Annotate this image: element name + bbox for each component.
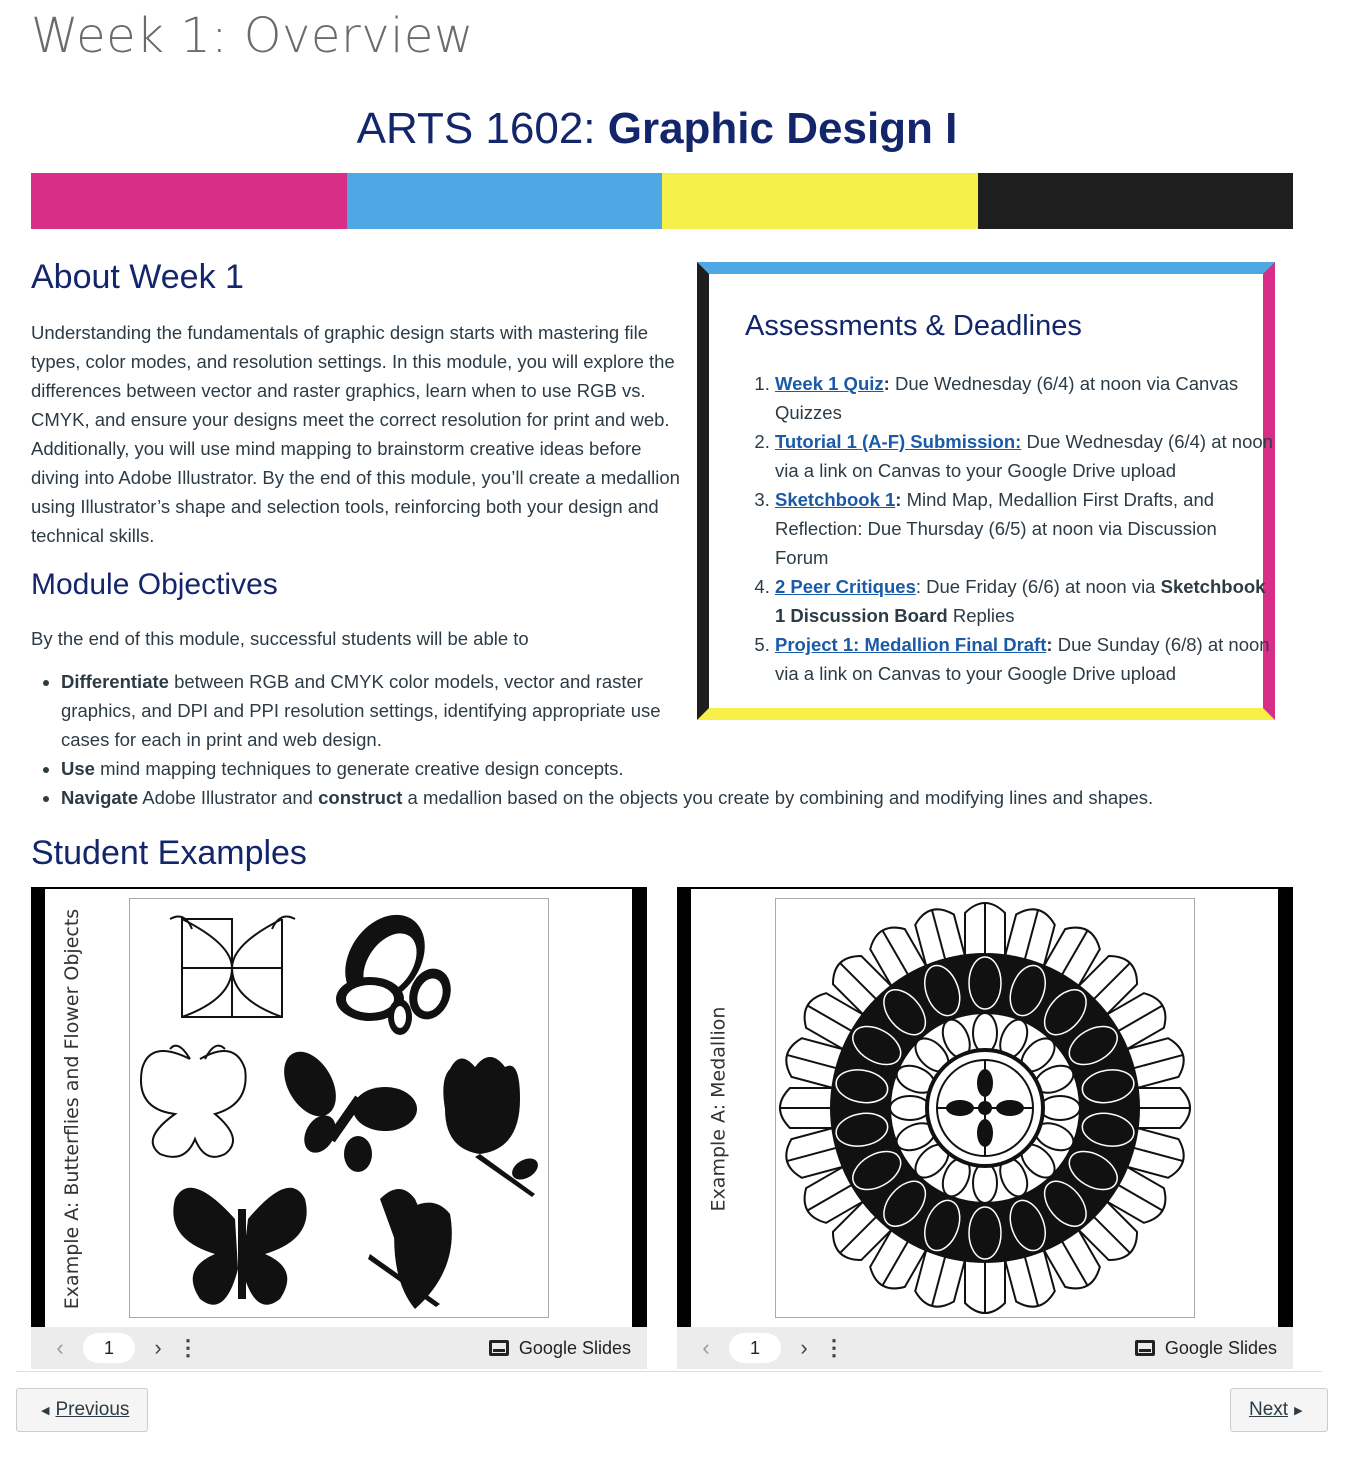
objective-item	[61, 667, 681, 754]
page-number-input[interactable]: 1	[729, 1333, 781, 1363]
caret-left-icon: ◀	[41, 1404, 50, 1417]
footer-divider	[16, 1371, 1322, 1372]
prev-slide-button[interactable]: ‹	[56, 1335, 64, 1360]
more-options-button[interactable]: ⋮	[177, 1335, 199, 1360]
assessment-item	[775, 427, 1275, 485]
assessments-heading: Assessments & Deadlines	[745, 310, 1082, 342]
course-name: Graphic Design I	[607, 104, 958, 153]
objective-verb: construct	[318, 787, 403, 808]
cyan-swatch	[347, 173, 663, 229]
google-slides-label: Google Slides	[518, 1337, 631, 1358]
assessment-item	[775, 485, 1275, 572]
objective-item	[61, 783, 1261, 812]
more-options-button[interactable]: ⋮	[823, 1335, 845, 1360]
slides-embed-butterflies[interactable]	[31, 887, 647, 1369]
next-link[interactable]: Next	[1249, 1399, 1289, 1420]
black-swatch	[978, 173, 1294, 229]
page-number-input[interactable]: 1	[83, 1333, 135, 1363]
slide-label-text: Example A: Butterflies and Flower Objects	[61, 908, 83, 1310]
medallion-illustration	[776, 899, 1194, 1317]
yellow-swatch	[662, 173, 978, 229]
about-heading: About Week 1	[31, 258, 244, 296]
butterflies-artwork	[129, 898, 549, 1318]
next-slide-button[interactable]: ›	[154, 1335, 162, 1360]
google-slides-link[interactable]	[1135, 1338, 1277, 1359]
discussion-board-name: Sketchbook 1 Discussion Board	[775, 576, 1266, 626]
examples-heading: Student Examples	[31, 834, 307, 872]
objective-item	[61, 754, 1261, 783]
slide-canvas	[691, 889, 1278, 1327]
caret-right-icon: ▶	[1294, 1404, 1303, 1417]
objective-verb: Differentiate	[61, 671, 169, 692]
about-text: Understanding the fundamentals of graphic design starts with mastering file types, color modes, and resolution settings. In this module, you will explore the differences between vector and raster graphics, learn when to use RGB vs. CMYK, and ensure your designs meet the correct resolution for print and web. Additionally, you will use mind mapping to brainstorm creative ideas before diving into Adobe Illustrator. By the end of this module, you’ll create a medallion using Illustrator’s shape and selection tools, reinforcing both your design and technical skills.	[31, 322, 680, 546]
slides-icon	[1135, 1340, 1155, 1356]
objective-text: Adobe Illustrator and	[138, 787, 319, 808]
assessment-text: Replies	[947, 605, 1015, 626]
cmyk-color-bar	[31, 173, 1293, 229]
assessment-item	[775, 369, 1275, 427]
course-banner-title	[0, 104, 1314, 154]
objective-text: between RGB and CMYK color models, vector and raster graphics, and DPI and PPI resolution settings, identifying appropriate use cases for each in print and web design.	[61, 671, 661, 750]
assessment-text: Due Wednesday (6/4) at noon via a link on Canvas to your Google Drive upload	[775, 431, 1273, 481]
separator: :	[883, 373, 890, 394]
next-button[interactable]	[1230, 1388, 1328, 1432]
course-code: ARTS 1602:	[356, 104, 608, 153]
slide-label-text: Example A: Medallion	[707, 1006, 729, 1212]
slide-frame	[31, 887, 647, 1327]
objective-verb: Navigate	[61, 787, 139, 808]
medallion-artwork	[775, 898, 1195, 1318]
slides-controls	[31, 1327, 647, 1369]
peer-critiques-link[interactable]: 2 Peer Critiques	[775, 576, 916, 597]
previous-button[interactable]	[16, 1388, 148, 1432]
previous-link[interactable]: Previous	[55, 1399, 130, 1420]
google-slides-label: Google Slides	[1164, 1337, 1277, 1358]
slides-icon	[489, 1340, 509, 1356]
objectives-heading: Module Objectives	[31, 568, 278, 601]
objectives-intro: By the end of this module, successful students will be able to	[31, 628, 529, 649]
assessments-box	[697, 262, 1275, 720]
objective-text: a medallion based on the objects you create by combining and modifying lines and shapes.	[402, 787, 1154, 808]
page-title: Week 1: Overview	[31, 8, 474, 64]
slides-controls	[677, 1327, 1293, 1369]
project1-link[interactable]: Project 1: Medallion Final Draft	[775, 634, 1047, 655]
objective-text: mind mapping techniques to generate creative design concepts.	[94, 758, 624, 779]
assessment-text: : Due Friday (6/6) at noon via	[915, 576, 1161, 597]
assessment-text: Due Sunday (6/8) at noon via a link on Canvas to your Google Drive upload	[775, 634, 1270, 684]
slides-embed-medallion[interactable]	[677, 887, 1293, 1369]
assessments-list	[747, 369, 1275, 688]
magenta-swatch	[31, 173, 347, 229]
separator: :	[895, 489, 902, 510]
slide-label	[47, 909, 97, 1309]
assessment-item	[775, 572, 1275, 630]
next-slide-button[interactable]: ›	[800, 1335, 808, 1360]
butterflies-illustration	[130, 899, 548, 1317]
separator: :	[1046, 634, 1053, 655]
assessment-text: Mind Map, Medallion First Drafts, and Reflection: Due Thursday (6/5) at noon via Discussion Forum	[775, 489, 1217, 568]
prev-slide-button[interactable]: ‹	[702, 1335, 710, 1360]
assessment-item	[775, 630, 1275, 688]
slide-label	[693, 909, 743, 1309]
sketchbook1-link[interactable]: Sketchbook 1	[775, 489, 896, 510]
tutorial1-submission-link[interactable]: Tutorial 1 (A-F) Submission:	[775, 431, 1022, 452]
objective-verb: Use	[61, 758, 95, 779]
slide-frame	[677, 887, 1293, 1327]
google-slides-link[interactable]	[489, 1338, 631, 1359]
slide-canvas	[45, 889, 632, 1327]
week1-quiz-link[interactable]: Week 1 Quiz	[775, 373, 884, 394]
assessment-text: Due Wednesday (6/4) at noon via Canvas Quizzes	[775, 373, 1239, 423]
